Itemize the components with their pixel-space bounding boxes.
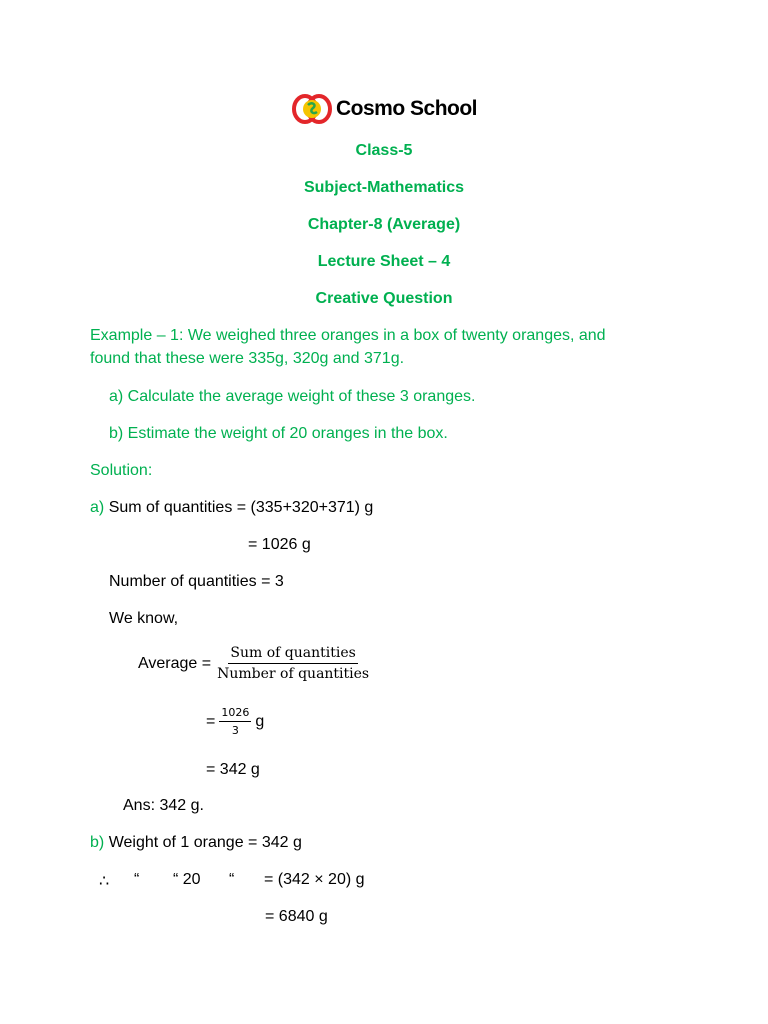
weight-20-result: = 6840 g [265, 908, 328, 925]
sum-expression: Sum of quantities = (335+320+371) g [108, 499, 374, 516]
average-fraction [217, 645, 369, 682]
weight-one-orange: Weight of 1 orange = 342 g [108, 834, 302, 851]
cosmo-school-logo-icon [292, 93, 332, 125]
weight-20-calc: = (342 × 20) g [264, 871, 365, 888]
value-denominator: 3 [231, 724, 239, 737]
average-formula [138, 645, 369, 682]
average-label: Average = [138, 654, 212, 672]
solution-a-sum [90, 499, 373, 517]
ditto-mark-20: “ 20 [173, 871, 201, 888]
example-line-2: found that these were 335g, 320g and 371g. [90, 350, 405, 367]
chapter-title: Chapter-8 (Average) [307, 216, 461, 233]
logo-text: Cosmo School [336, 97, 478, 120]
subject-title: Subject-Mathematics [303, 179, 465, 196]
school-logo [292, 93, 477, 125]
lecture-title: Lecture Sheet – 4 [317, 253, 451, 270]
part-b-marker: b) [90, 834, 105, 851]
value-fraction [219, 706, 251, 737]
value-numerator: 1026 [219, 706, 251, 722]
therefore-symbol: ∴ [99, 873, 110, 890]
question-part-a: a) Calculate the average weight of these 3 oranges. [109, 388, 476, 405]
number-of-quantities: Number of quantities = 3 [109, 573, 284, 590]
fraction-denominator: Number of quantities [217, 666, 370, 682]
ditto-mark-1: “ [134, 871, 140, 888]
solution-label: Solution: [90, 462, 153, 479]
example-line-1: Example – 1: We weighed three oranges in a box of twenty oranges, and [90, 327, 606, 344]
we-know: We know, [109, 610, 179, 627]
part-a-marker: a) [90, 499, 105, 516]
unit-g: g [255, 712, 265, 730]
fraction-numerator: Sum of quantities [228, 645, 357, 664]
value-fraction-line [206, 706, 264, 737]
sum-result: = 1026 g [248, 536, 311, 553]
answer-a: Ans: 342 g. [123, 797, 204, 814]
class-title: Class-5 [355, 142, 413, 159]
ditto-mark-3: “ [229, 871, 235, 888]
average-result: = 342 g [206, 761, 260, 778]
equals-sign: = [206, 712, 216, 730]
question-part-b: b) Estimate the weight of 20 oranges in the box. [109, 425, 448, 442]
section-title: Creative Question [315, 290, 453, 307]
solution-b-weight [90, 834, 302, 852]
